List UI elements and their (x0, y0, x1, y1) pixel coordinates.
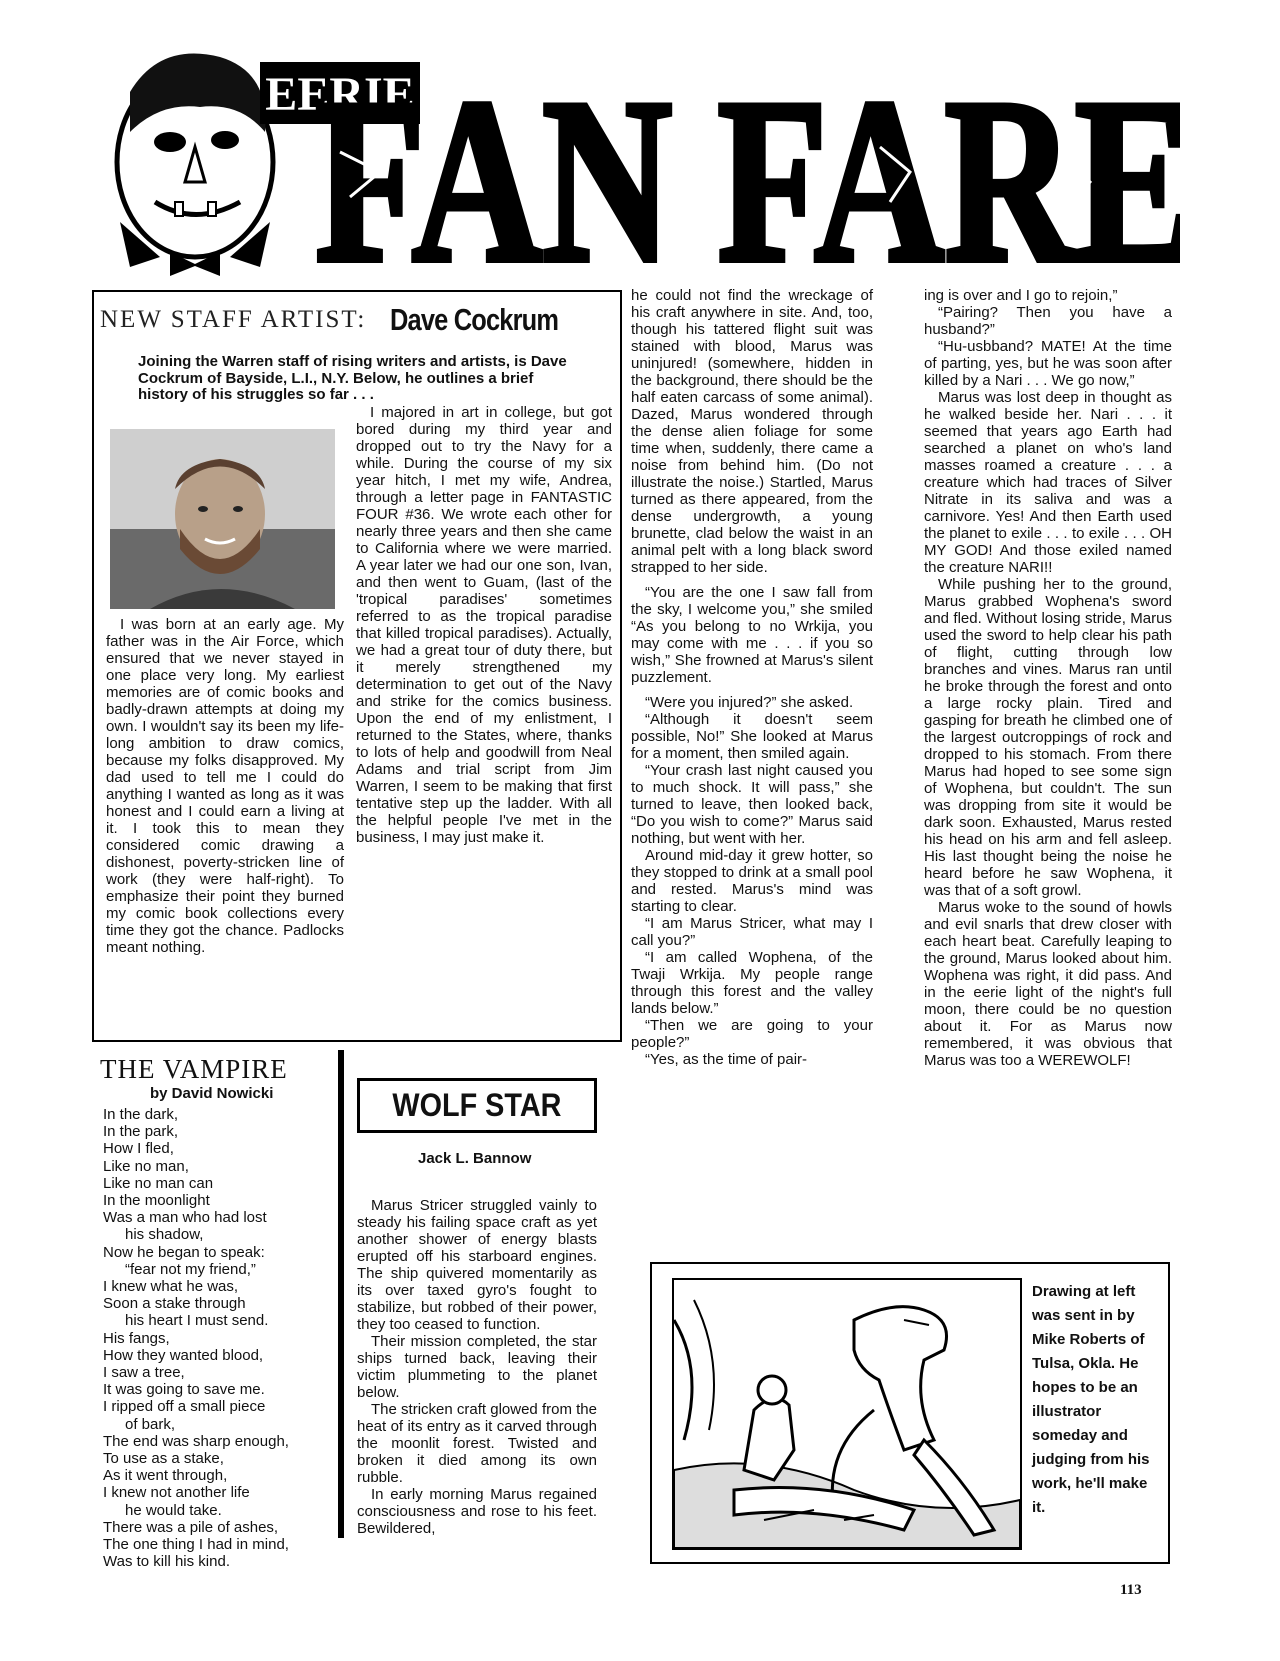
poem-title: THE VAMPIRE (100, 1054, 288, 1084)
poem-line: It was going to save me. (103, 1381, 265, 1399)
poem-line: “fear not my friend,” (125, 1260, 256, 1278)
wolfstar-b-p1: he could not find the wreckage of his craft anywhere in site. And, too, though his tattered flight suit was stained with blood, Marus was uninjured! (somewhere, hidden in the background, there should be the half eaten carcass of some animal). Dazed, Marus wondered through the dense alien foliage for some time when, suddenly, there came a noise from behind him. (Do not illustrate the noise.) Startled, Marus turned as there appeared, from the dense undergrowth, a young brunette, clad below the waist in an animal pelt with a long black sword strapped to her side. (631, 287, 873, 576)
poem-line: How I fled, (103, 1140, 174, 1158)
poem-line: To use as a stake, (103, 1450, 224, 1468)
wolfstar-c-p2: “Pairing? Then you have a husband?” (924, 304, 1172, 338)
poem-divider (338, 1050, 344, 1538)
masthead (100, 22, 1180, 277)
drawing-box (650, 1262, 1170, 1564)
poem-line: Like no man can (103, 1174, 214, 1192)
poem-line: I knew not another life (103, 1484, 250, 1502)
poem-line: I knew what he was, (103, 1278, 239, 1296)
artist-name: Dave Cockrum (390, 302, 559, 337)
poem-line: his heart I must send. (125, 1312, 269, 1330)
staff-artist-box (92, 290, 622, 1042)
wolfstar-b-p2: “You are the one I saw fall from the sky, I welcome you,” she smiled “As you belong to no Wrkija, you may come with me . . . if you so wish,” She frowned at Marus's silent puzzlement. (631, 584, 873, 686)
poem-line: Now he began to speak: (103, 1243, 265, 1261)
staff-intro: Joining the Warren staff of rising writers and artists, is Dave Cockrum of Bayside, L.I., N.Y. Below, he outlines a brief history of his struggles so far . . . (138, 353, 567, 403)
wolfstar-b-p5: “Your crash last night caused you to much shock. It will pass,” she turned to leave, then looked back, “Do you wish to come?” Marus said nothing, but went with her. (631, 762, 873, 847)
drawing-caption: Drawing at left was sent in by Mike Roberts of Tulsa, Okla. He hopes to be an illustrator someday and judging from his work, he'll make it. (1032, 1283, 1150, 1516)
eerie-logo-text: EERIE (265, 68, 415, 121)
wolfstar-c-p1: ing is over and I go to rejoin,” (924, 287, 1118, 304)
poem-line: In the dark, (103, 1106, 179, 1123)
wolfstar-a-p2: Their mission completed, the star ships turned back, leaving their victim plummeting to the planet below. (357, 1333, 597, 1401)
wolfstar-b-p9: “Then we are going to your people?” (631, 1017, 873, 1051)
wolfstar-c-p4: Marus was lost deep in thought as he walked beside her. Nari . . . it seemed that years ago Earth had searched a planet on who's land masses roamed a creature . . . a creature which had traces of Silver Nitrate in its saliva and was a carnivore. Yes! And then Earth used the planet to exile . . . to exile . . . OH MY GOD! And those exiled named the creature NARI!! (924, 389, 1172, 576)
wolfstar-c-p3: “Hu-usbband? MATE! At the time of parting, yes, but he was soon after killed by a Nari . . . We go now,” (924, 338, 1172, 389)
poem-line: There was a pile of ashes, (103, 1518, 279, 1536)
poem-line: Soon a stake through (103, 1295, 246, 1313)
poem-line: I saw a tree, (103, 1364, 185, 1382)
poem-line: he would take. (125, 1501, 222, 1519)
poem-line: In the park, (103, 1123, 179, 1141)
wolfstar-c-p5: While pushing her to the ground, Marus grabbed Wophena's sword and fled. Without losing stride, Marus used the sword to help clear his path of flight, cutting through low branches and vines. Marus ran until he broke through the forest and onto a large rocky plain. Tired and gasping for breath he climbed one of the largest outcroppings of rock and dropped to his stomach. From there Marus had hoped to see some sign of Wophena, but couldn't. The sun was dropping from site it would be dark soon. Exhausted, Marus rested his head on his arm and fell asleep. His last thought being the noise he heard before he saw Wophena, it was that of a soft growl. (924, 576, 1172, 899)
poem-line: The one thing I had in mind, (103, 1536, 289, 1554)
wolfstar-c-p6: Marus woke to the sound of howls and evil snarls that drew closer with each heart beat. Carefully leaping to the ground, Marus looked about him. Wophena was right, it did pass. And in the eerie light of the night's full moon, there could be no question about it. For as Marus now remembered, it was obvious that Marus was too a WEREWOLF! (924, 899, 1172, 1069)
poem-line: Was a man who had lost (103, 1209, 267, 1227)
wolfstar-b-p8: “I am called Wophena, of the Twaji Wrkija. My people range through this forest and the valley lands below.” (631, 949, 873, 1017)
wolfstar-title: WOLF STAR (392, 1087, 562, 1123)
wolfstar-col-b (631, 287, 873, 1068)
poem-line: Like no man, (103, 1157, 189, 1175)
wolfstar-a-p3: The stricken craft glowed from the heat of its entry as it carved through the moonlit forest. Twisted and broken it died among its own rubble. (357, 1401, 597, 1486)
wolfstar-col-a (357, 1197, 597, 1537)
poem-line: Was to kill his kind. (103, 1553, 230, 1571)
wolfstar-col-c (924, 287, 1172, 1069)
staff-col2 (356, 404, 612, 846)
reader-drawing (672, 1278, 1022, 1550)
wolfstar-b-p3: “Were you injured?” she asked. (645, 694, 854, 711)
staff-col1-text: I was born at an early age. My father was in the Air Force, which ensured that we never stayed in one place very long. My earliest memories are of comic books and badly-drawn attempts at doing my own. I wouldn't say its been my life-long ambition to draw comics, because my folks disapproved. My dad used to tell me I could do anything I wanted as long as it was honest and I could earn a living at it. I took this to mean they considered comic drawing a dishonest, poverty-stricken line of work (they were half-right). To emphasize their point they burned my comic book collections every time they got the chance. Padlocks meant nothing. (106, 616, 344, 956)
page-number: 113 (1120, 1582, 1142, 1598)
poem-line: of bark, (125, 1415, 176, 1433)
wolfstar-b-p7: “I am Marus Stricer, what may I call you?” (631, 915, 873, 949)
wolfstar-b-p6: Around mid-day it grew hotter, so they stopped to drink at a small pool and rested. Marus's mind was starting to clear. (631, 847, 873, 915)
wolfstar-a-p1: Marus Stricer struggled vainly to steady his failing space craft as yet another shower of energy blasts erupted off his starboard engines. The ship quivered momentarily as its over taxed gyro's fought to stabilize, but robbed of their power, they too ceased to function. (357, 1197, 597, 1333)
wolfstar-b-p10: “Yes, as the time of pair- (645, 1051, 808, 1068)
wolfstar-author: Jack L. Bannow (418, 1150, 532, 1167)
poem-line: I ripped off a small piece (103, 1398, 266, 1416)
poem-line: In the moonlight (103, 1192, 210, 1210)
poem-author: by David Nowicki (150, 1085, 274, 1102)
poem-line: His fangs, (103, 1329, 170, 1347)
staff-col1 (106, 616, 344, 956)
new-staff-artist-label: NEW STAFF ARTIST: (100, 306, 367, 333)
wolfstar-a-p4: In early morning Marus regained consciousness and rose to his feet. Bewildered, (357, 1486, 597, 1537)
poem-line: The end was sharp enough, (103, 1432, 289, 1450)
artist-photo (110, 429, 335, 609)
poem-body (103, 1106, 343, 1570)
wolfstar-b-p4: “Although it doesn't seem possible, No!” She looked at Marus for a moment, then smiled again. (631, 711, 873, 762)
staff-col2-text: I majored in art in college, but got bored during my third year and dropped out to try the Navy for a while. During the course of my six year hitch, I met my wife, Andrea, through a letter page in FANTASTIC FOUR #36. We wrote each other for nearly three years and then she came to California where we were married. A year later we had our one son, Ivan, and then went to Guam, (last of the 'tropical paradises' sometimes referred to as the tropical paradise that killed tropical paradises). Actually, we had a great tour of duty there, but it merely strengthened my determination to get out of the Navy and strike for the comics business. Upon the end of my enlistment, I returned to the States, where, thanks to lots of help and goodwill from Neal Adams and trial script from Jim Warren, I seem to be making that first tentative step up the ladder. With all the helpful people I've met in the business, I may just make it. (356, 404, 612, 846)
wolfstar-title-box (357, 1078, 597, 1133)
poem-line: As it went through, (103, 1467, 228, 1485)
fanfare-title: FAN FARE (315, 51, 1180, 277)
poem-line: his shadow, (125, 1226, 204, 1244)
ghoul-mascot-illustration (100, 22, 1180, 277)
poem-line: How they wanted blood, (103, 1346, 264, 1364)
